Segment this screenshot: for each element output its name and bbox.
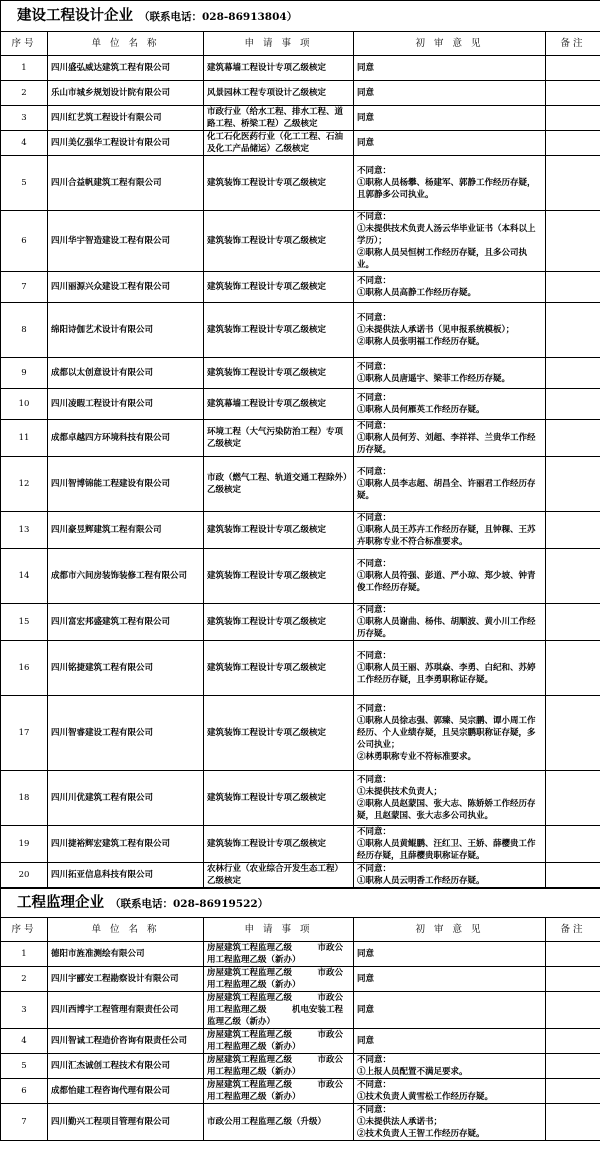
section-title-row (1, 889, 600, 918)
table-row (1, 826, 600, 863)
table-row (1, 1029, 600, 1054)
opinion-line: ①职称人员王苏卉工作经历存疑，且钟稞、王苏卉职称专业不符合标准要求。 (357, 525, 536, 547)
opinion-line: ①职称人员符强、彭道、严小琼、郑少坡、钟青俊工作经历存疑。 (357, 571, 536, 593)
review-opinion (354, 420, 546, 457)
application-item: 建筑装饰工程设计专项乙级核定 (204, 211, 354, 272)
row-number: 4 (1, 1029, 48, 1054)
application-item: 市政（燃气工程、轨道交通工程除外）乙级核定 (204, 457, 354, 512)
application-item: 建筑装饰工程设计专项乙级核定 (204, 156, 354, 211)
header-opinion: 初 审 意 见 (354, 918, 546, 942)
review-opinion (354, 1054, 546, 1079)
opinion-line: ②职称人员吴恒树工作经历存疑，且多公司执业。 (357, 248, 528, 270)
header-unit-name: 单 位 名 称 (48, 918, 204, 942)
row-number: 3 (1, 992, 48, 1029)
unit-name: 四川勤兴工程项目管理有限公司 (48, 1104, 204, 1141)
row-number: 12 (1, 457, 48, 512)
header-remark: 备注 (546, 918, 600, 942)
remark-cell (546, 549, 600, 604)
application-item: 农林行业（农业综合开发生态工程）乙级核定 (204, 863, 354, 888)
table-row (1, 457, 600, 512)
row-number: 2 (1, 967, 48, 992)
opinion-line: 不同意： (357, 393, 392, 403)
unit-name: 绵阳诗伽艺术设计有限公司 (48, 303, 204, 358)
section-title: 工程监理企业 (17, 893, 104, 911)
remark-cell (546, 1104, 600, 1141)
unit-name: 四川富宏邦盛建筑工程有限公司 (48, 604, 204, 641)
remark-cell (546, 420, 600, 457)
opinion-line: 不同意： (357, 605, 392, 615)
review-opinion (354, 81, 546, 106)
review-opinion (354, 303, 546, 358)
opinion-line: ②林勇职称专业不符标准要求。 (357, 752, 477, 762)
opinion-line: 不同意： (357, 704, 392, 714)
application-item: 建筑装饰工程设计专项乙级核定 (204, 604, 354, 641)
review-opinion (354, 211, 546, 272)
row-number: 1 (1, 942, 48, 967)
table-row (1, 211, 600, 272)
table-row (1, 420, 600, 457)
opinion-line: ①职称人员王丽、苏琪焱、李勇、白纪和、苏婷工作经历存疑，且李勇职称证存疑。 (357, 663, 536, 685)
row-number: 2 (1, 81, 48, 106)
review-opinion (354, 106, 546, 131)
remark-cell (546, 358, 600, 389)
header-row (1, 918, 600, 942)
remark-cell (546, 604, 600, 641)
header-application: 申 请 事 项 (204, 918, 354, 942)
opinion-line: 不同意： (357, 775, 392, 785)
unit-name: 四川智睿建设工程有限公司 (48, 696, 204, 771)
row-number: 16 (1, 641, 48, 696)
unit-name: 四川丽源兴众建设工程有限公司 (48, 272, 204, 303)
row-number: 14 (1, 549, 48, 604)
review-opinion (354, 1104, 546, 1141)
review-opinion (354, 771, 546, 826)
remark-cell (546, 967, 600, 992)
review-opinion (354, 457, 546, 512)
opinion-line: 同意 (357, 63, 375, 73)
opinion-line: ①未提供技术负责人； (357, 787, 443, 797)
table-row (1, 992, 600, 1029)
remark-cell (546, 81, 600, 106)
review-opinion (354, 131, 546, 156)
opinion-line: 不同意： (357, 864, 392, 874)
application-item: 建筑装饰工程设计专项乙级核定 (204, 641, 354, 696)
unit-name: 四川捷裕辉宏建筑工程有限公司 (48, 826, 204, 863)
contact-phone: （联系电话：028-86913804） (139, 10, 298, 23)
opinion-line: 同意 (357, 113, 375, 123)
table-row (1, 272, 600, 303)
opinion-line: ①上报人员配置不满足要求。 (357, 1067, 468, 1077)
row-number: 19 (1, 826, 48, 863)
row-number: 8 (1, 303, 48, 358)
opinion-line: ①职称人员高静工作经历存疑。 (357, 288, 477, 298)
opinion-line: ①职称人员杨攀、杨建军、郭静工作经历存疑，且郭静多公司执业。 (357, 178, 536, 200)
opinion-line: 不同意： (357, 559, 392, 569)
unit-name: 成都以太创意设计有限公司 (48, 358, 204, 389)
opinion-line: ②职称人员赵蒙国、张大志、陈娇娇工作经历存疑，且赵蒙国、张大志多公司执业。 (357, 799, 536, 821)
remark-cell (546, 826, 600, 863)
remark-cell (546, 156, 600, 211)
remark-cell (546, 457, 600, 512)
table-row (1, 389, 600, 420)
application-item: 化工石化医药行业（化工工程、石油及化工产品储运）乙级核定 (204, 131, 354, 156)
row-number: 9 (1, 358, 48, 389)
review-opinion (354, 992, 546, 1029)
review-opinion (354, 696, 546, 771)
header-seq: 序号 (1, 32, 48, 56)
opinion-line: 不同意： (357, 313, 392, 323)
table-row (1, 863, 600, 888)
row-number: 15 (1, 604, 48, 641)
review-opinion (354, 512, 546, 549)
table-row (1, 604, 600, 641)
opinion-line: ①未提供技术负责人汤云华毕业证书（本科以上学历）； (357, 224, 536, 246)
unit-name: 四川红艺筑工程设计有限公司 (48, 106, 204, 131)
review-opinion (354, 1029, 546, 1054)
opinion-line: ①技术负责人黄雪松工作经历存疑。 (357, 1092, 494, 1102)
opinion-line: ①职称人员黄鲲鹏、汪红卫、王娇、薛樱贵工作经历存疑，且薛樱贵职称证存疑。 (357, 839, 536, 861)
section-title-row (1, 1, 600, 32)
remark-cell (546, 641, 600, 696)
remark-cell (546, 942, 600, 967)
opinion-line: 同意 (357, 949, 375, 959)
remark-cell (546, 303, 600, 358)
review-opinion (354, 156, 546, 211)
table-row (1, 81, 600, 106)
remark-cell (546, 696, 600, 771)
opinion-line: ①职称人员徐志强、郭臻、吴宗鹏、谭小周工作经历、个人业绩存疑，且吴宗鹏职称证存疑，多公司执业； (357, 716, 536, 750)
row-number: 6 (1, 1079, 48, 1104)
table-row (1, 549, 600, 604)
opinion-line: 不同意： (357, 467, 392, 477)
application-item: 市政公用工程监理乙级（升级） (204, 1104, 354, 1141)
row-number: 6 (1, 211, 48, 272)
unit-name: 四川华宇智造建设工程有限公司 (48, 211, 204, 272)
table-row (1, 1054, 600, 1079)
remark-cell (546, 771, 600, 826)
application-item: 风景园林工程专项设计乙级核定 (204, 81, 354, 106)
opinion-line: 不同意： (357, 166, 392, 176)
table-row (1, 106, 600, 131)
application-item: 市政行业（给水工程、排水工程、道路工程、桥梁工程）乙级核定 (204, 106, 354, 131)
review-opinion (354, 863, 546, 888)
unit-name: 乐山市城乡规划设计院有限公司 (48, 81, 204, 106)
table-row (1, 641, 600, 696)
header-unit-name: 单 位 名 称 (48, 32, 204, 56)
row-number: 4 (1, 131, 48, 156)
review-opinion (354, 56, 546, 81)
unit-name: 四川智博锦能工程建设有限公司 (48, 457, 204, 512)
review-opinion (354, 942, 546, 967)
application-item: 建筑装饰工程设计专项乙级核定 (204, 512, 354, 549)
review-opinion (354, 967, 546, 992)
unit-name: 四川川优建筑工程有限公司 (48, 771, 204, 826)
row-number: 3 (1, 106, 48, 131)
opinion-line: ①职称人员何雁英工作经历存疑。 (357, 405, 485, 415)
application-item: 建筑装饰工程设计专项乙级核定 (204, 272, 354, 303)
opinion-line: 同意 (357, 88, 375, 98)
review-opinion (354, 358, 546, 389)
header-seq: 序号 (1, 918, 48, 942)
opinion-line: ①未提供法人承诺书； (357, 1117, 443, 1127)
opinion-line: 同意 (357, 1005, 375, 1015)
application-item: 房屋建筑工程监理乙级 市政公用工程监理乙级 机电安装工程监理乙级（新办） (204, 992, 354, 1029)
unit-name: 四川铭捷建筑工程有限公司 (48, 641, 204, 696)
table-row (1, 1104, 600, 1141)
opinion-line: 不同意： (357, 421, 392, 431)
remark-cell (546, 863, 600, 888)
opinion-line: ①职称人员何芳、刘超、李祥祥、兰贵华工作经历存疑。 (357, 433, 536, 455)
table-row (1, 303, 600, 358)
application-item: 房屋建筑工程监理乙级 市政公用工程监理乙级（新办） (204, 1079, 354, 1104)
unit-name: 四川宇郦安工程勘察设计有限公司 (48, 967, 204, 992)
unit-name: 四川盛弘威达建筑工程有限公司 (48, 56, 204, 81)
application-item: 房屋建筑工程监理乙级 市政公用工程监理乙级（新办） (204, 1029, 354, 1054)
opinion-line: 不同意： (357, 276, 392, 286)
table-row (1, 696, 600, 771)
row-number: 5 (1, 156, 48, 211)
table-row (1, 967, 600, 992)
opinion-line: ①未提供法人承诺书（见申报系统模板）； (357, 325, 515, 335)
application-item: 建筑装饰工程设计专项乙级核定 (204, 358, 354, 389)
remark-cell (546, 131, 600, 156)
unit-name: 四川豪昱辉建筑工程有限公司 (48, 512, 204, 549)
supervision-enterprise-table (0, 888, 600, 1141)
remark-cell (546, 1054, 600, 1079)
table-row (1, 156, 600, 211)
opinion-line: 不同意： (357, 1080, 392, 1090)
opinion-line: ①职称人员云明香工作经历存疑。 (357, 876, 485, 886)
unit-name: 成都市六间房装饰装修工程有限公司 (48, 549, 204, 604)
row-number: 20 (1, 863, 48, 888)
opinion-line: ①职称人员谢曲、杨伟、胡顺波、黄小川工作经历存疑。 (357, 617, 536, 639)
remark-cell (546, 211, 600, 272)
opinion-line: ②技术负责人王智工作经历存疑。 (357, 1129, 485, 1139)
remark-cell (546, 1079, 600, 1104)
unit-name: 成都卓越四方环境科技有限公司 (48, 420, 204, 457)
opinion-line: ①职称人员唐遥宇、梁菲工作经历存疑。 (357, 374, 511, 384)
unit-name: 四川汇杰诚创工程技术有限公司 (48, 1054, 204, 1079)
opinion-line: 不同意： (357, 513, 392, 523)
review-opinion (354, 826, 546, 863)
opinion-line: 不同意： (357, 1105, 392, 1115)
application-item: 房屋建筑工程监理乙级 市政公用工程监理乙级（新办） (204, 1054, 354, 1079)
remark-cell (546, 992, 600, 1029)
row-number: 11 (1, 420, 48, 457)
table-row (1, 358, 600, 389)
unit-name: 四川智诚工程造价咨询有限责任公司 (48, 1029, 204, 1054)
unit-name: 四川合益帆建筑工程有限公司 (48, 156, 204, 211)
opinion-line: 不同意： (357, 827, 392, 837)
application-item: 建筑装饰工程设计专项乙级核定 (204, 696, 354, 771)
application-item: 建筑幕墙工程设计专项乙级核定 (204, 389, 354, 420)
unit-name: 德阳市旌准测绘有限公司 (48, 942, 204, 967)
table-row (1, 56, 600, 81)
row-number: 18 (1, 771, 48, 826)
review-opinion (354, 272, 546, 303)
application-item: 建筑装饰工程设计专项乙级核定 (204, 826, 354, 863)
row-number: 7 (1, 272, 48, 303)
opinion-line: 同意 (357, 1036, 375, 1046)
application-item: 房屋建筑工程监理乙级 市政公用工程监理乙级（新办） (204, 967, 354, 992)
remark-cell (546, 389, 600, 420)
unit-name: 四川拓亚信息科技有限公司 (48, 863, 204, 888)
remark-cell (546, 56, 600, 81)
review-opinion (354, 549, 546, 604)
unit-name: 四川凌暇工程设计有限公司 (48, 389, 204, 420)
application-item: 建筑装饰工程设计专项乙级核定 (204, 771, 354, 826)
opinion-line: 不同意： (357, 1055, 392, 1065)
unit-name: 成都怡建工程咨询代理有限公司 (48, 1079, 204, 1104)
table-row (1, 1079, 600, 1104)
review-opinion (354, 389, 546, 420)
remark-cell (546, 272, 600, 303)
remark-cell (546, 1029, 600, 1054)
row-number: 5 (1, 1054, 48, 1079)
opinion-line: 不同意： (357, 651, 392, 661)
application-item: 建筑幕墙工程设计专项乙级核定 (204, 56, 354, 81)
review-opinion (354, 604, 546, 641)
table-row (1, 942, 600, 967)
remark-cell (546, 106, 600, 131)
header-remark: 备注 (546, 32, 600, 56)
unit-name: 四川西博宇工程管理有限责任公司 (48, 992, 204, 1029)
opinion-line: ②职称人员张明福工作经历存疑。 (357, 337, 485, 347)
section-title: 建设工程设计企业 (17, 6, 133, 24)
row-number: 17 (1, 696, 48, 771)
row-number: 7 (1, 1104, 48, 1141)
row-number: 1 (1, 56, 48, 81)
header-row (1, 32, 600, 56)
row-number: 10 (1, 389, 48, 420)
application-item: 建筑装饰工程设计专项乙级核定 (204, 549, 354, 604)
remark-cell (546, 512, 600, 549)
opinion-line: ①职称人员李志超、胡昌全、许丽君工作经历存疑。 (357, 479, 536, 501)
application-item: 房屋建筑工程监理乙级 市政公用工程监理乙级（新办） (204, 942, 354, 967)
review-opinion (354, 641, 546, 696)
opinion-line: 同意 (357, 974, 375, 984)
header-opinion: 初 审 意 见 (354, 32, 546, 56)
table-row (1, 131, 600, 156)
table-row (1, 771, 600, 826)
header-application: 申 请 事 项 (204, 32, 354, 56)
application-item: 建筑装饰工程设计专项乙级核定 (204, 303, 354, 358)
review-opinion (354, 1079, 546, 1104)
application-item: 环境工程（大气污染防治工程）专项乙级核定 (204, 420, 354, 457)
opinion-line: 不同意： (357, 212, 392, 222)
opinion-line: 同意 (357, 138, 375, 148)
opinion-line: 不同意： (357, 362, 392, 372)
row-number: 13 (1, 512, 48, 549)
table-row (1, 512, 600, 549)
unit-name: 四川美亿强华工程设计有限公司 (48, 131, 204, 156)
contact-phone: （联系电话：028-86919522） (110, 897, 269, 910)
